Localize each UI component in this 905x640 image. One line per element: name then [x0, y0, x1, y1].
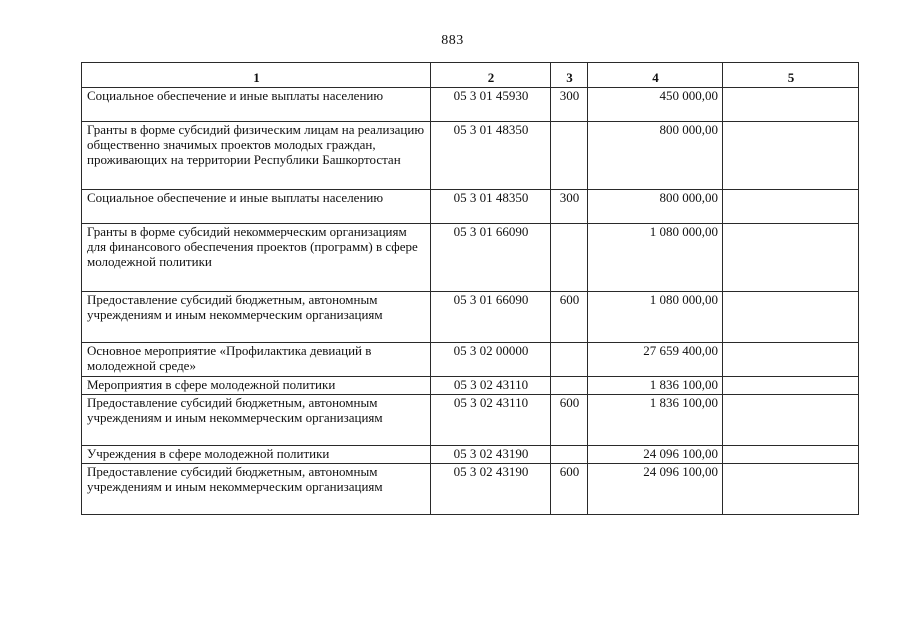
item-name: Гранты в форме субсидий физическим лицам на реализацию общественно значимых проектов молодых граждан, проживающих на территории Республики Башкортостан [82, 122, 431, 190]
header-row [82, 63, 859, 88]
table-row [82, 446, 859, 464]
item-name: Предоставление субсидий бюджетным, автономным учреждениям и иным некоммерческим организациям [82, 292, 431, 343]
table-row [82, 464, 859, 515]
item-code: 05 3 02 00000 [431, 343, 551, 377]
item-code: 05 3 02 43190 [431, 464, 551, 515]
table-row [82, 377, 859, 395]
item-expense-type [551, 377, 588, 395]
item-expense-type: 300 [551, 190, 588, 224]
item-col5 [723, 395, 859, 446]
item-amount: 450 000,00 [588, 88, 723, 122]
column-header-5: 5 [723, 63, 859, 88]
page-number: 883 [441, 33, 464, 48]
item-expense-type: 600 [551, 464, 588, 515]
item-name: Социальное обеспечение и иные выплаты населению [82, 88, 431, 122]
table-row [82, 395, 859, 446]
table-row [82, 88, 859, 122]
item-code: 05 3 01 66090 [431, 224, 551, 292]
item-amount: 800 000,00 [588, 190, 723, 224]
item-expense-type: 600 [551, 395, 588, 446]
item-col5 [723, 292, 859, 343]
budget-table [81, 62, 859, 515]
item-code: 05 3 02 43110 [431, 395, 551, 446]
item-amount: 1 080 000,00 [588, 224, 723, 292]
item-expense-type: 300 [551, 88, 588, 122]
item-name: Социальное обеспечение и иные выплаты населению [82, 190, 431, 224]
item-name: Предоставление субсидий бюджетным, автономным учреждениям и иным некоммерческим организациям [82, 464, 431, 515]
column-header-3: 3 [551, 63, 588, 88]
item-code: 05 3 02 43110 [431, 377, 551, 395]
item-amount: 1 080 000,00 [588, 292, 723, 343]
table-header [82, 63, 859, 88]
item-amount: 1 836 100,00 [588, 377, 723, 395]
item-expense-type [551, 446, 588, 464]
column-header-1: 1 [82, 63, 431, 88]
item-amount: 27 659 400,00 [588, 343, 723, 377]
item-col5 [723, 190, 859, 224]
column-header-2: 2 [431, 63, 551, 88]
item-expense-type: 600 [551, 292, 588, 343]
table-row [82, 224, 859, 292]
item-code: 05 3 01 66090 [431, 292, 551, 343]
item-name: Предоставление субсидий бюджетным, автономным учреждениям и иным некоммерческим организациям [82, 395, 431, 446]
table-row [82, 122, 859, 190]
item-expense-type [551, 224, 588, 292]
column-header-4: 4 [588, 63, 723, 88]
item-col5 [723, 377, 859, 395]
item-expense-type [551, 343, 588, 377]
item-col5 [723, 446, 859, 464]
item-name: Гранты в форме субсидий некоммерческим организациям для финансового обеспечения проектов (программ) в сфере молодежной политики [82, 224, 431, 292]
table-row [82, 190, 859, 224]
item-amount: 800 000,00 [588, 122, 723, 190]
item-col5 [723, 464, 859, 515]
item-name: Мероприятия в сфере молодежной политики [82, 377, 431, 395]
item-col5 [723, 122, 859, 190]
item-code: 05 3 01 48350 [431, 190, 551, 224]
item-name: Учреждения в сфере молодежной политики [82, 446, 431, 464]
item-amount: 24 096 100,00 [588, 464, 723, 515]
item-col5 [723, 343, 859, 377]
item-amount: 24 096 100,00 [588, 446, 723, 464]
item-code: 05 3 01 45930 [431, 88, 551, 122]
table-row [82, 292, 859, 343]
item-expense-type [551, 122, 588, 190]
item-col5 [723, 88, 859, 122]
item-code: 05 3 01 48350 [431, 122, 551, 190]
table-row [82, 343, 859, 377]
item-col5 [723, 224, 859, 292]
item-code: 05 3 02 43190 [431, 446, 551, 464]
item-name: Основное мероприятие «Профилактика девиаций в молодежной среде» [82, 343, 431, 377]
item-amount: 1 836 100,00 [588, 395, 723, 446]
table-body [82, 88, 859, 515]
